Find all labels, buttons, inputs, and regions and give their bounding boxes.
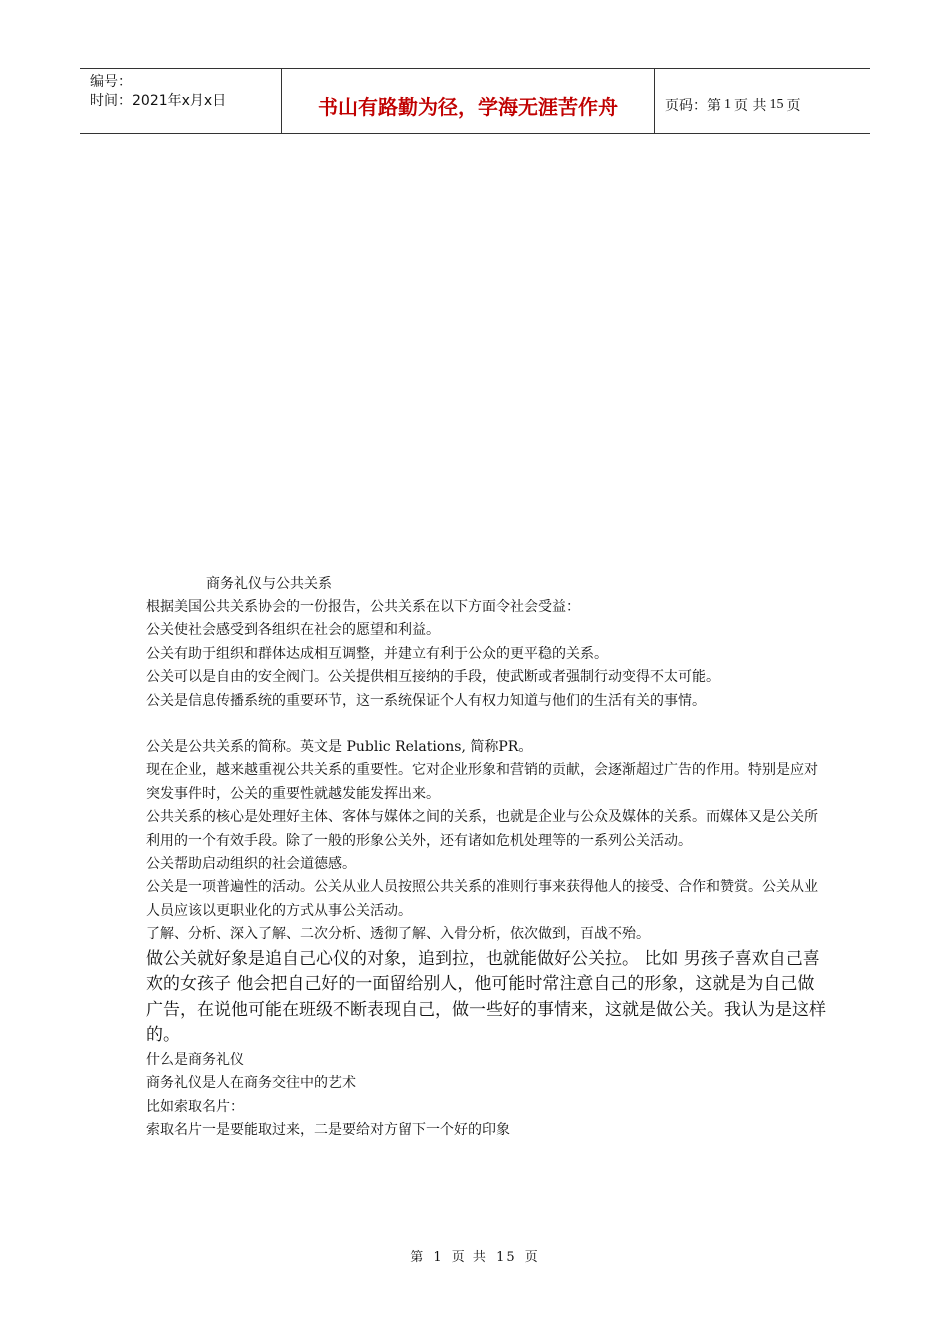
footer-mid: 页 共 (451, 1250, 488, 1265)
paragraph: 商务礼仪是人在商务交往中的艺术 (146, 1075, 356, 1092)
page-total: 15 (769, 97, 784, 112)
paragraph: 比如索取名片： (146, 1098, 244, 1115)
paragraph: 了解、分析、深入了解、二次分析、透彻了解、入骨分析，依次做到，百战不殆。 (146, 926, 650, 943)
page-mid: 页 共 (734, 98, 767, 114)
footer-total: 15 (496, 1250, 517, 1265)
page-header (80, 68, 870, 134)
paragraph: 索取名片一是要能取过来，二是要给对方留下一个好的印象 (146, 1121, 510, 1138)
paragraph: 什么是商务礼仪 (146, 1051, 244, 1068)
page-footer (0, 1246, 950, 1265)
paragraph: 做公关就好象是追自己心仪的对象，追到拉，也就能做好公关拉。 比如 男孩子喜欢自己喜欢的女孩子 他会把自己好的一面留给别人，他可能时常注意自己的形象，这就是为自己做广告，在说他可能在班级不断表现自己，做一些好的事情来，这就是做公关。我认为是这样的。 (146, 948, 826, 1046)
paragraph: 公关是一项普遍性的活动。公关从业人员按照公共关系的准则行事来获得他人的接受、合作和赞赏。公关从业人员应该以更职业化的方式从事公关活动。 (146, 879, 818, 919)
page-current: 1 (724, 97, 731, 112)
footer-suffix: 页 (524, 1250, 540, 1265)
paragraph: 公关帮助启动组织的社会道德感。 (146, 856, 356, 873)
paragraph: 公关有助于组织和群体达成相互调整，并建立有利于公众的更平稳的关系。 (146, 645, 608, 662)
paragraph: 根据美国公共关系协会的一份报告，公共关系在以下方面令社会受益： (146, 599, 580, 615)
document-number-label: 编号： (90, 74, 132, 90)
document-time-label: 时间：2021年x月x日 (90, 93, 227, 109)
page-suffix: 页 (786, 98, 801, 114)
paragraph: 公关是公共关系的简称。英文是 Public Relations, 简称PR。 (146, 739, 533, 756)
document-body (146, 572, 826, 1142)
paragraph: 公共关系的核心是处理好主体、客体与媒体之间的关系，也就是企业与公众及媒体的关系。而媒体又是公关所利用的一个有效手段。除了一般的形象公关外，还有诸如危机处理等的一系列公关活动。 (146, 809, 818, 849)
paragraph: 公关使社会感受到各组织在社会的愿望和利益。 (146, 622, 440, 639)
header-meta (80, 69, 282, 133)
paragraph: 现在企业，越来越重视公共关系的重要性。它对企业形象和营销的贡献，会逐渐超过广告的作用。特别是应对突发事件时，公关的重要性就越发能发挥出来。 (146, 762, 818, 802)
paragraph: 公关是信息传播系统的重要环节，这一系统保证个人有权力知道与他们的生活有关的事情。 (146, 692, 706, 709)
page-prefix: 页码：第 (665, 98, 721, 114)
footer-prefix: 第 (410, 1250, 426, 1265)
footer-current: 1 (433, 1250, 444, 1265)
header-motto: 书山有路勤为径，学海无涯苦作舟 (282, 69, 655, 133)
paragraph: 公关可以是自由的安全阀门。公关提供相互接纳的手段，使武断或者强制行动变得不太可能。 (146, 669, 720, 686)
header-page-info (655, 69, 870, 133)
document-title: 商务礼仪与公共关系 (206, 576, 332, 592)
